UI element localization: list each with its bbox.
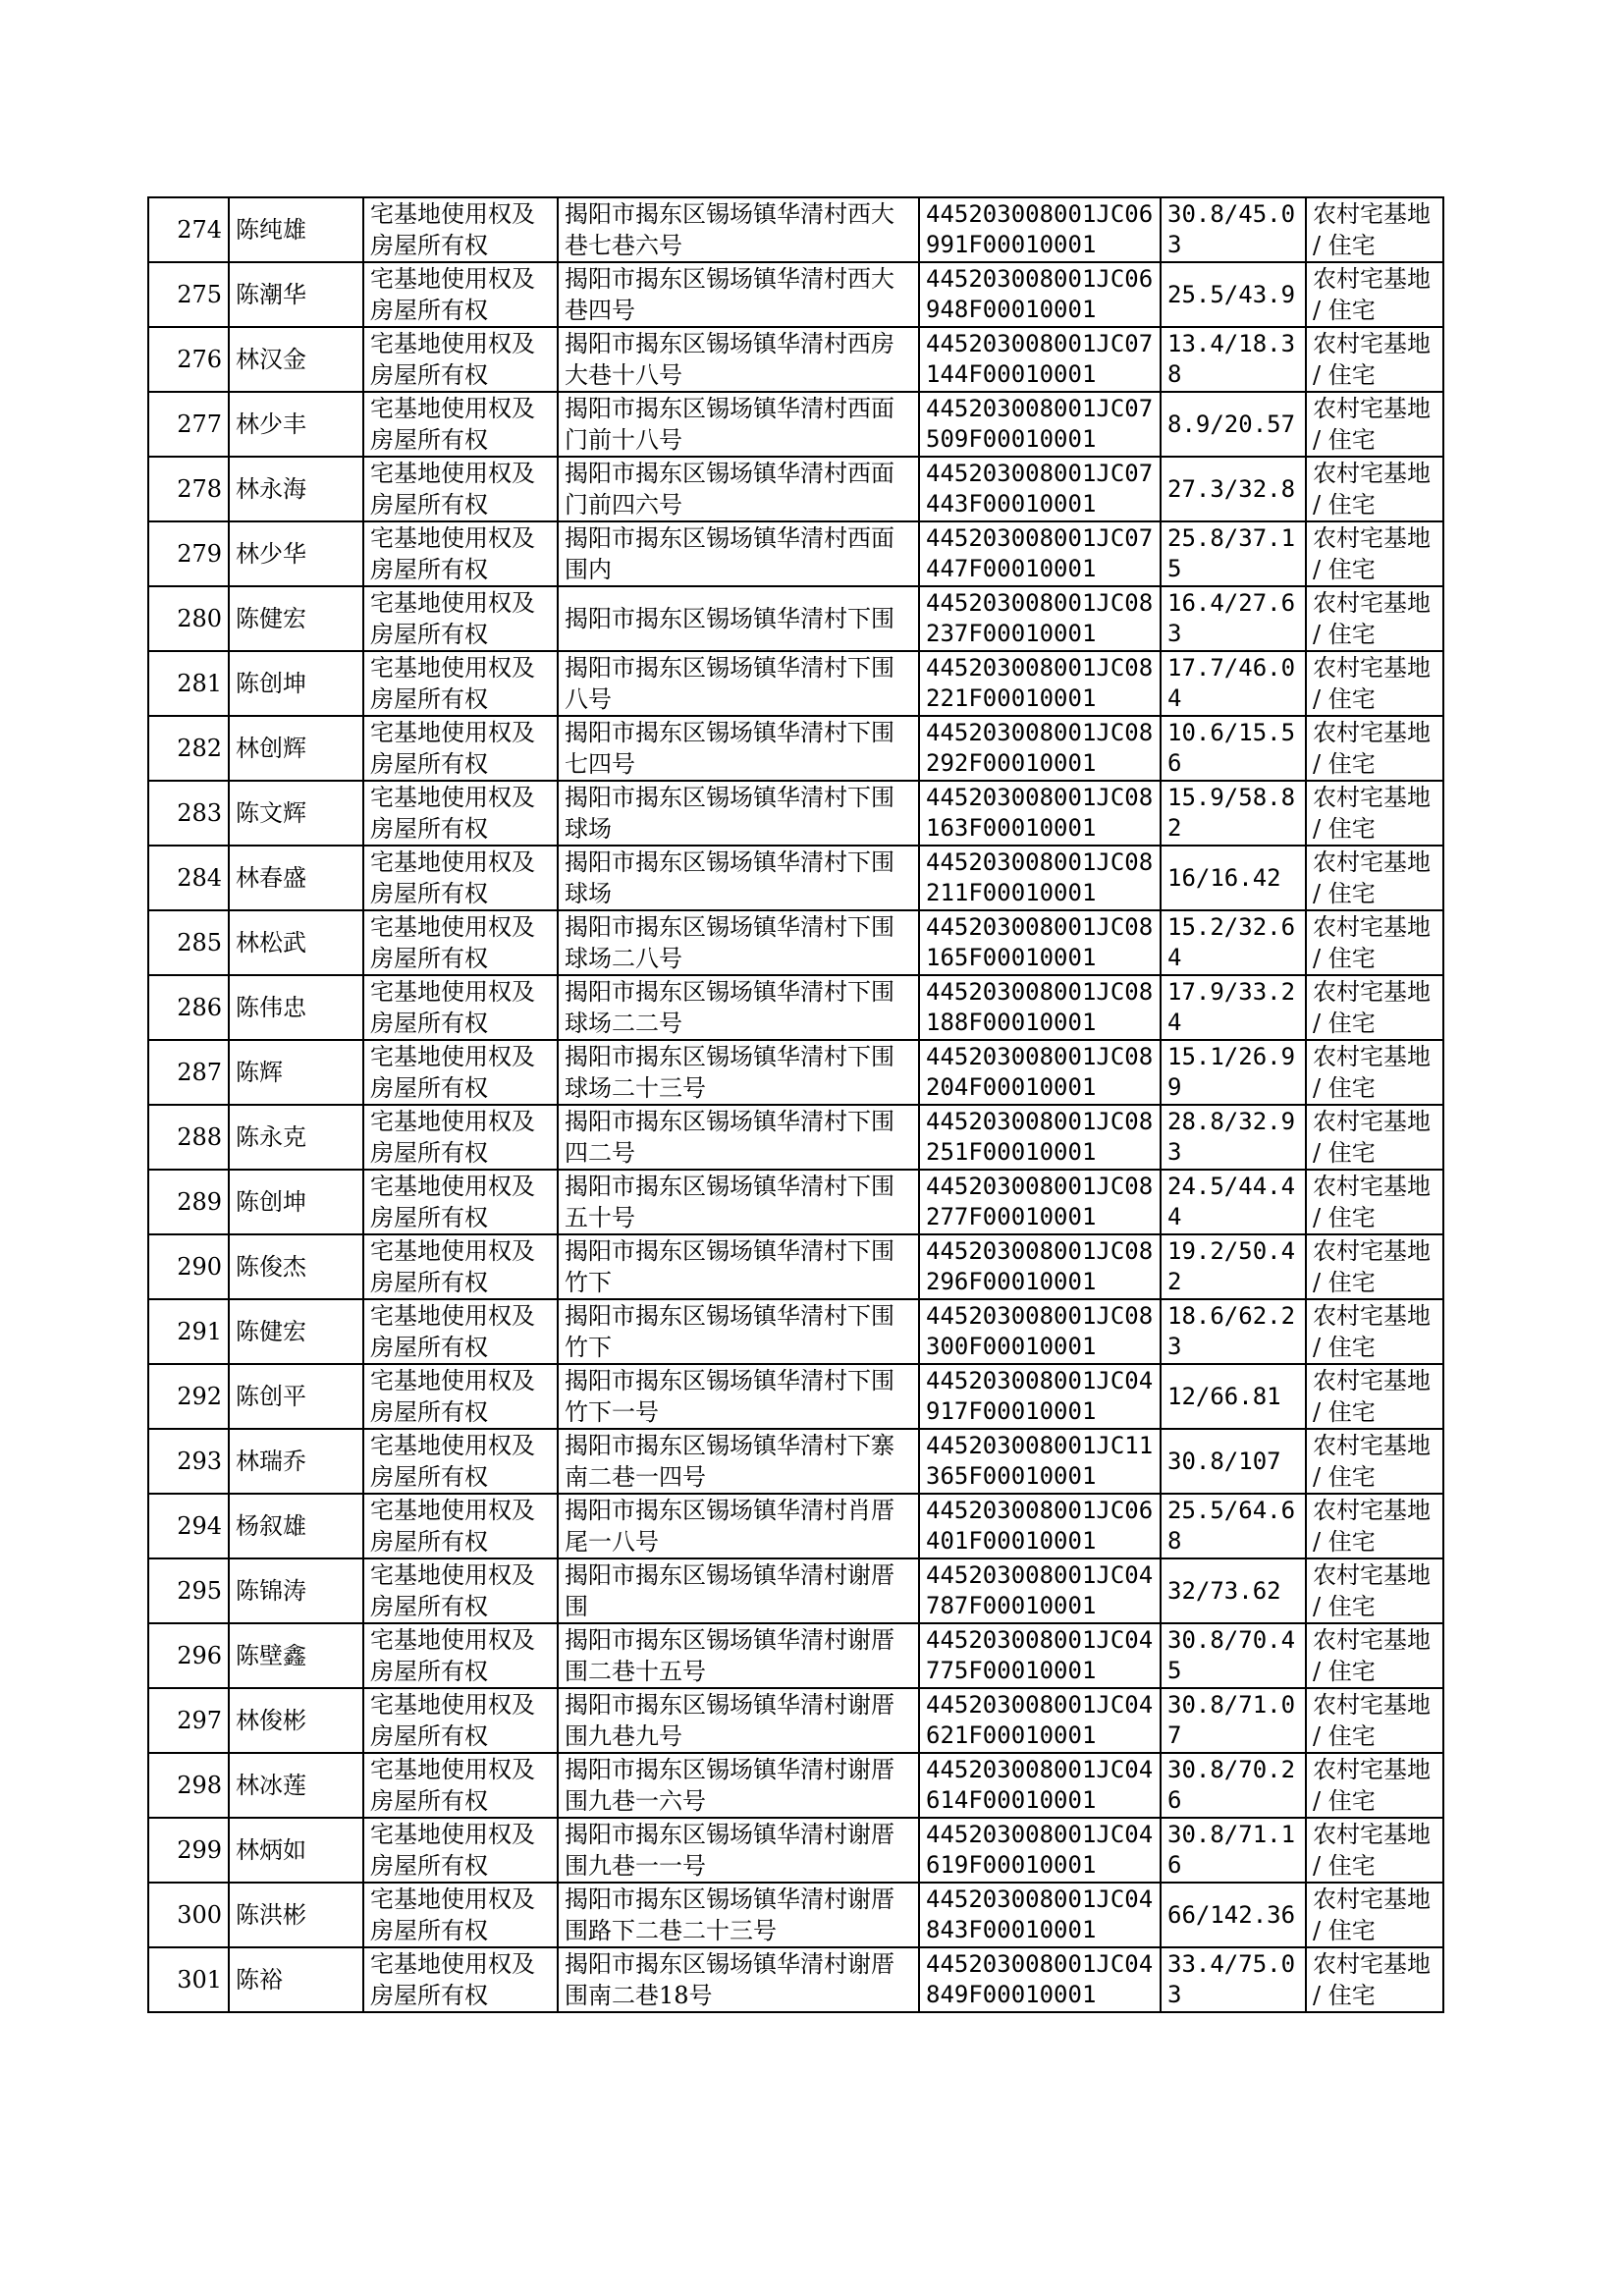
row-number: 286 xyxy=(148,975,229,1040)
property-unit-code: 445203008001JC07509F00010001 xyxy=(919,392,1161,457)
land-use: 农村宅基地 / 住宅 xyxy=(1306,197,1443,262)
land-use: 农村宅基地 / 住宅 xyxy=(1306,1623,1443,1688)
property-location: 揭阳市揭东区锡场镇华清村下围 xyxy=(558,586,919,651)
property-location: 揭阳市揭东区锡场镇华清村下围竹下 xyxy=(558,1299,919,1364)
property-unit-code: 445203008001JC04621F00010001 xyxy=(919,1688,1161,1753)
property-location: 揭阳市揭东区锡场镇华清村下围四二号 xyxy=(558,1105,919,1170)
owner-name: 陈创坤 xyxy=(229,651,363,716)
property-unit-code: 445203008001JC08237F00010001 xyxy=(919,586,1161,651)
property-unit-code: 445203008001JC08251F00010001 xyxy=(919,1105,1161,1170)
property-unit-code: 445203008001JC04787F00010001 xyxy=(919,1558,1161,1623)
row-number: 284 xyxy=(148,846,229,910)
row-number: 283 xyxy=(148,781,229,846)
table-row xyxy=(148,910,1443,975)
owner-name: 林少丰 xyxy=(229,392,363,457)
property-unit-code: 445203008001JC08277F00010001 xyxy=(919,1170,1161,1234)
row-number: 291 xyxy=(148,1299,229,1364)
table-row xyxy=(148,1818,1443,1883)
owner-name: 林冰莲 xyxy=(229,1753,363,1818)
property-unit-code: 445203008001JC04849F00010001 xyxy=(919,1947,1161,2012)
land-use: 农村宅基地 / 住宅 xyxy=(1306,1105,1443,1170)
row-number: 275 xyxy=(148,262,229,327)
land-use: 农村宅基地 / 住宅 xyxy=(1306,392,1443,457)
right-type: 宅基地使用权及房屋所有权 xyxy=(363,521,558,586)
table-row xyxy=(148,846,1443,910)
table-row xyxy=(148,781,1443,846)
property-unit-code: 445203008001JC08163F00010001 xyxy=(919,781,1161,846)
owner-name: 林少华 xyxy=(229,521,363,586)
property-location: 揭阳市揭东区锡场镇华清村谢厝围二巷十五号 xyxy=(558,1623,919,1688)
land-use: 农村宅基地 / 住宅 xyxy=(1306,1688,1443,1753)
area-value: 30.8/70.26 xyxy=(1161,1753,1306,1818)
right-type: 宅基地使用权及房屋所有权 xyxy=(363,651,558,716)
right-type: 宅基地使用权及房屋所有权 xyxy=(363,197,558,262)
area-value: 16/16.42 xyxy=(1161,846,1306,910)
right-type: 宅基地使用权及房屋所有权 xyxy=(363,1883,558,1947)
table-row xyxy=(148,521,1443,586)
row-number: 277 xyxy=(148,392,229,457)
right-type: 宅基地使用权及房屋所有权 xyxy=(363,910,558,975)
table-row xyxy=(148,1623,1443,1688)
area-value: 13.4/18.38 xyxy=(1161,327,1306,392)
property-location: 揭阳市揭东区锡场镇华清村西面围内 xyxy=(558,521,919,586)
right-type: 宅基地使用权及房屋所有权 xyxy=(363,1558,558,1623)
property-unit-code: 445203008001JC08221F00010001 xyxy=(919,651,1161,716)
table-row xyxy=(148,1688,1443,1753)
property-unit-code: 445203008001JC06991F00010001 xyxy=(919,197,1161,262)
land-use: 农村宅基地 / 住宅 xyxy=(1306,1429,1443,1494)
property-unit-code: 445203008001JC06401F00010001 xyxy=(919,1494,1161,1558)
area-value: 27.3/32.8 xyxy=(1161,457,1306,521)
table-row xyxy=(148,392,1443,457)
right-type: 宅基地使用权及房屋所有权 xyxy=(363,262,558,327)
row-number: 300 xyxy=(148,1883,229,1947)
property-unit-code: 445203008001JC08165F00010001 xyxy=(919,910,1161,975)
row-number: 278 xyxy=(148,457,229,521)
owner-name: 陈辉 xyxy=(229,1040,363,1105)
property-unit-code: 445203008001JC06948F00010001 xyxy=(919,262,1161,327)
owner-name: 林俊彬 xyxy=(229,1688,363,1753)
area-value: 28.8/32.93 xyxy=(1161,1105,1306,1170)
property-location: 揭阳市揭东区锡场镇华清村谢厝围 xyxy=(558,1558,919,1623)
land-use: 农村宅基地 / 住宅 xyxy=(1306,1818,1443,1883)
area-value: 16.4/27.63 xyxy=(1161,586,1306,651)
right-type: 宅基地使用权及房屋所有权 xyxy=(363,1688,558,1753)
property-location: 揭阳市揭东区锡场镇华清村西大巷七巷六号 xyxy=(558,197,919,262)
land-use: 农村宅基地 / 住宅 xyxy=(1306,1234,1443,1299)
area-value: 66/142.36 xyxy=(1161,1883,1306,1947)
area-value: 15.9/58.82 xyxy=(1161,781,1306,846)
land-use: 农村宅基地 / 住宅 xyxy=(1306,457,1443,521)
right-type: 宅基地使用权及房屋所有权 xyxy=(363,457,558,521)
property-unit-code: 445203008001JC07447F00010001 xyxy=(919,521,1161,586)
land-use: 农村宅基地 / 住宅 xyxy=(1306,1558,1443,1623)
property-location: 揭阳市揭东区锡场镇华清村西大巷四号 xyxy=(558,262,919,327)
table-row xyxy=(148,1947,1443,2012)
property-unit-code: 445203008001JC07144F00010001 xyxy=(919,327,1161,392)
right-type: 宅基地使用权及房屋所有权 xyxy=(363,1494,558,1558)
land-use: 农村宅基地 / 住宅 xyxy=(1306,781,1443,846)
land-use: 农村宅基地 / 住宅 xyxy=(1306,1753,1443,1818)
owner-name: 陈壁鑫 xyxy=(229,1623,363,1688)
owner-name: 陈创平 xyxy=(229,1364,363,1429)
row-number: 285 xyxy=(148,910,229,975)
table-row xyxy=(148,1040,1443,1105)
table-row xyxy=(148,1170,1443,1234)
right-type: 宅基地使用权及房屋所有权 xyxy=(363,846,558,910)
property-location: 揭阳市揭东区锡场镇华清村西房大巷十八号 xyxy=(558,327,919,392)
property-location: 揭阳市揭东区锡场镇华清村西面门前十八号 xyxy=(558,392,919,457)
owner-name: 陈俊杰 xyxy=(229,1234,363,1299)
table-row xyxy=(148,1299,1443,1364)
owner-name: 陈纯雄 xyxy=(229,197,363,262)
table-row xyxy=(148,327,1443,392)
land-use: 农村宅基地 / 住宅 xyxy=(1306,521,1443,586)
row-number: 287 xyxy=(148,1040,229,1105)
owner-name: 林永海 xyxy=(229,457,363,521)
land-use: 农村宅基地 / 住宅 xyxy=(1306,1040,1443,1105)
right-type: 宅基地使用权及房屋所有权 xyxy=(363,1234,558,1299)
owner-name: 杨叙雄 xyxy=(229,1494,363,1558)
right-type: 宅基地使用权及房屋所有权 xyxy=(363,1818,558,1883)
table-row xyxy=(148,1753,1443,1818)
property-location: 揭阳市揭东区锡场镇华清村下围七四号 xyxy=(558,716,919,781)
owner-name: 林瑞乔 xyxy=(229,1429,363,1494)
property-location: 揭阳市揭东区锡场镇华清村谢厝围路下二巷二十三号 xyxy=(558,1883,919,1947)
owner-name: 陈永克 xyxy=(229,1105,363,1170)
property-location: 揭阳市揭东区锡场镇华清村肖厝尾一八号 xyxy=(558,1494,919,1558)
table-row xyxy=(148,1429,1443,1494)
property-unit-code: 445203008001JC04614F00010001 xyxy=(919,1753,1161,1818)
property-unit-code: 445203008001JC04917F00010001 xyxy=(919,1364,1161,1429)
owner-name: 陈洪彬 xyxy=(229,1883,363,1947)
property-unit-code: 445203008001JC08300F00010001 xyxy=(919,1299,1161,1364)
area-value: 15.1/26.99 xyxy=(1161,1040,1306,1105)
row-number: 282 xyxy=(148,716,229,781)
property-location: 揭阳市揭东区锡场镇华清村谢厝围九巷一六号 xyxy=(558,1753,919,1818)
right-type: 宅基地使用权及房屋所有权 xyxy=(363,975,558,1040)
area-value: 25.5/43.9 xyxy=(1161,262,1306,327)
property-unit-code: 445203008001JC08204F00010001 xyxy=(919,1040,1161,1105)
registry-table xyxy=(147,196,1444,2013)
right-type: 宅基地使用权及房屋所有权 xyxy=(363,1947,558,2012)
row-number: 294 xyxy=(148,1494,229,1558)
area-value: 30.8/45.03 xyxy=(1161,197,1306,262)
property-location: 揭阳市揭东区锡场镇华清村西面门前四六号 xyxy=(558,457,919,521)
area-value: 17.7/46.04 xyxy=(1161,651,1306,716)
owner-name: 陈健宏 xyxy=(229,586,363,651)
owner-name: 林春盛 xyxy=(229,846,363,910)
property-location: 揭阳市揭东区锡场镇华清村谢厝围九巷一一号 xyxy=(558,1818,919,1883)
property-unit-code: 445203008001JC08292F00010001 xyxy=(919,716,1161,781)
property-unit-code: 445203008001JC04775F00010001 xyxy=(919,1623,1161,1688)
area-value: 25.5/64.68 xyxy=(1161,1494,1306,1558)
property-location: 揭阳市揭东区锡场镇华清村谢厝围南二巷18号 xyxy=(558,1947,919,2012)
area-value: 32/73.62 xyxy=(1161,1558,1306,1623)
row-number: 292 xyxy=(148,1364,229,1429)
land-use: 农村宅基地 / 住宅 xyxy=(1306,1364,1443,1429)
table-row xyxy=(148,1494,1443,1558)
right-type: 宅基地使用权及房屋所有权 xyxy=(363,327,558,392)
property-location: 揭阳市揭东区锡场镇华清村谢厝围九巷九号 xyxy=(558,1688,919,1753)
row-number: 299 xyxy=(148,1818,229,1883)
property-unit-code: 445203008001JC08188F00010001 xyxy=(919,975,1161,1040)
row-number: 279 xyxy=(148,521,229,586)
row-number: 295 xyxy=(148,1558,229,1623)
owner-name: 陈潮华 xyxy=(229,262,363,327)
property-location: 揭阳市揭东区锡场镇华清村下围五十号 xyxy=(558,1170,919,1234)
table-row xyxy=(148,1234,1443,1299)
land-use: 农村宅基地 / 住宅 xyxy=(1306,910,1443,975)
row-number: 297 xyxy=(148,1688,229,1753)
property-location: 揭阳市揭东区锡场镇华清村下围球场二十三号 xyxy=(558,1040,919,1105)
property-location: 揭阳市揭东区锡场镇华清村下围八号 xyxy=(558,651,919,716)
right-type: 宅基地使用权及房屋所有权 xyxy=(363,1364,558,1429)
right-type: 宅基地使用权及房屋所有权 xyxy=(363,1623,558,1688)
row-number: 280 xyxy=(148,586,229,651)
property-unit-code: 445203008001JC04619F00010001 xyxy=(919,1818,1161,1883)
area-value: 30.8/71.16 xyxy=(1161,1818,1306,1883)
right-type: 宅基地使用权及房屋所有权 xyxy=(363,781,558,846)
property-unit-code: 445203008001JC08211F00010001 xyxy=(919,846,1161,910)
table-row xyxy=(148,457,1443,521)
property-location: 揭阳市揭东区锡场镇华清村下围竹下 xyxy=(558,1234,919,1299)
area-value: 24.5/44.44 xyxy=(1161,1170,1306,1234)
area-value: 15.2/32.64 xyxy=(1161,910,1306,975)
area-value: 33.4/75.03 xyxy=(1161,1947,1306,2012)
owner-name: 陈健宏 xyxy=(229,1299,363,1364)
right-type: 宅基地使用权及房屋所有权 xyxy=(363,1299,558,1364)
land-use: 农村宅基地 / 住宅 xyxy=(1306,846,1443,910)
land-use: 农村宅基地 / 住宅 xyxy=(1306,1947,1443,2012)
owner-name: 林松武 xyxy=(229,910,363,975)
area-value: 18.6/62.23 xyxy=(1161,1299,1306,1364)
table-row xyxy=(148,1883,1443,1947)
table-row xyxy=(148,716,1443,781)
right-type: 宅基地使用权及房屋所有权 xyxy=(363,1170,558,1234)
land-use: 农村宅基地 / 住宅 xyxy=(1306,716,1443,781)
land-use: 农村宅基地 / 住宅 xyxy=(1306,262,1443,327)
row-number: 293 xyxy=(148,1429,229,1494)
area-value: 17.9/33.24 xyxy=(1161,975,1306,1040)
row-number: 296 xyxy=(148,1623,229,1688)
area-value: 10.6/15.56 xyxy=(1161,716,1306,781)
row-number: 281 xyxy=(148,651,229,716)
owner-name: 陈锦涛 xyxy=(229,1558,363,1623)
row-number: 298 xyxy=(148,1753,229,1818)
table-row xyxy=(148,197,1443,262)
row-number: 289 xyxy=(148,1170,229,1234)
table-row xyxy=(148,1558,1443,1623)
land-use: 农村宅基地 / 住宅 xyxy=(1306,327,1443,392)
table-row xyxy=(148,262,1443,327)
right-type: 宅基地使用权及房屋所有权 xyxy=(363,1040,558,1105)
owner-name: 陈文辉 xyxy=(229,781,363,846)
row-number: 301 xyxy=(148,1947,229,2012)
land-use: 农村宅基地 / 住宅 xyxy=(1306,1494,1443,1558)
right-type: 宅基地使用权及房屋所有权 xyxy=(363,1753,558,1818)
land-use: 农村宅基地 / 住宅 xyxy=(1306,586,1443,651)
table-row xyxy=(148,651,1443,716)
area-value: 19.2/50.42 xyxy=(1161,1234,1306,1299)
land-use: 农村宅基地 / 住宅 xyxy=(1306,1883,1443,1947)
property-location: 揭阳市揭东区锡场镇华清村下围球场 xyxy=(558,781,919,846)
property-unit-code: 445203008001JC07443F00010001 xyxy=(919,457,1161,521)
table-row xyxy=(148,1364,1443,1429)
table-row xyxy=(148,1105,1443,1170)
area-value: 8.9/20.57 xyxy=(1161,392,1306,457)
row-number: 276 xyxy=(148,327,229,392)
area-value: 25.8/37.15 xyxy=(1161,521,1306,586)
owner-name: 林创辉 xyxy=(229,716,363,781)
land-use: 农村宅基地 / 住宅 xyxy=(1306,1170,1443,1234)
right-type: 宅基地使用权及房屋所有权 xyxy=(363,1429,558,1494)
land-use: 农村宅基地 / 住宅 xyxy=(1306,1299,1443,1364)
area-value: 30.8/71.07 xyxy=(1161,1688,1306,1753)
area-value: 30.8/107 xyxy=(1161,1429,1306,1494)
owner-name: 陈创坤 xyxy=(229,1170,363,1234)
owner-name: 林炳如 xyxy=(229,1818,363,1883)
owner-name: 陈伟忠 xyxy=(229,975,363,1040)
property-location: 揭阳市揭东区锡场镇华清村下围竹下一号 xyxy=(558,1364,919,1429)
property-unit-code: 445203008001JC04843F00010001 xyxy=(919,1883,1161,1947)
property-unit-code: 445203008001JC08296F00010001 xyxy=(919,1234,1161,1299)
property-location: 揭阳市揭东区锡场镇华清村下围球场二八号 xyxy=(558,910,919,975)
area-value: 30.8/70.45 xyxy=(1161,1623,1306,1688)
table-row xyxy=(148,586,1443,651)
right-type: 宅基地使用权及房屋所有权 xyxy=(363,716,558,781)
property-location: 揭阳市揭东区锡场镇华清村下围球场 xyxy=(558,846,919,910)
land-use: 农村宅基地 / 住宅 xyxy=(1306,651,1443,716)
right-type: 宅基地使用权及房屋所有权 xyxy=(363,1105,558,1170)
owner-name: 林汉金 xyxy=(229,327,363,392)
land-use: 农村宅基地 / 住宅 xyxy=(1306,975,1443,1040)
property-unit-code: 445203008001JC11365F00010001 xyxy=(919,1429,1161,1494)
row-number: 290 xyxy=(148,1234,229,1299)
property-location: 揭阳市揭东区锡场镇华清村下围球场二二号 xyxy=(558,975,919,1040)
table-row xyxy=(148,975,1443,1040)
right-type: 宅基地使用权及房屋所有权 xyxy=(363,392,558,457)
row-number: 274 xyxy=(148,197,229,262)
registry-table-body xyxy=(148,197,1443,2012)
property-location: 揭阳市揭东区锡场镇华清村下寨南二巷一四号 xyxy=(558,1429,919,1494)
row-number: 288 xyxy=(148,1105,229,1170)
owner-name: 陈裕 xyxy=(229,1947,363,2012)
right-type: 宅基地使用权及房屋所有权 xyxy=(363,586,558,651)
area-value: 12/66.81 xyxy=(1161,1364,1306,1429)
